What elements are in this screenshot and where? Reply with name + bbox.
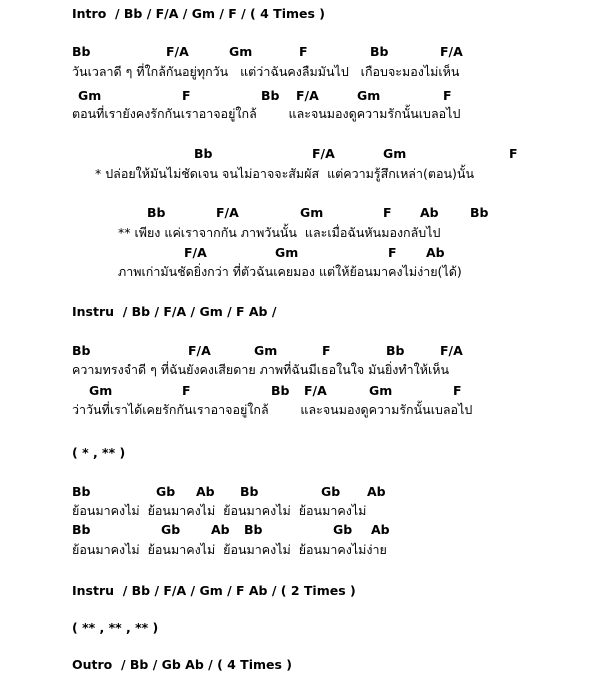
lyric-line: ภาพเก่ามันชัดยิ่งกว่า ที่ตัวฉันเคยมอง แต่ให้ย้อนมาคงไม่ง่าย(ได้) — [118, 264, 462, 279]
repeat-marker: ( ** , ** , ** ) — [72, 620, 159, 635]
chord: Ab — [371, 522, 390, 537]
chord: F — [383, 205, 392, 220]
chord: Bb — [244, 522, 263, 537]
chord: Bb — [271, 383, 290, 398]
repeat-marker: ( * , ** ) — [72, 445, 126, 460]
lyric-line: วันเวลาดี ๆ ที่ใกล้กันอยู่ทุกวัน แต่ว่าฉันคงลืมมันไป เกือบจะมองไม่เห็น — [72, 64, 460, 79]
chord: Gm — [369, 383, 393, 398]
lyric-line: ย้อนมาคงไม่ ย้อนมาคงไม่ ย้อนมาคงไม่ ย้อนมาคงไม่ — [72, 503, 367, 518]
instrumental-line: Instru / Bb / F/A / Gm / F Ab / — [72, 304, 277, 319]
chord: Bb — [386, 343, 405, 358]
chord: F — [182, 88, 191, 103]
instrumental-line: Instru / Bb / F/A / Gm / F Ab / ( 2 Times ) — [72, 583, 356, 598]
chord: Gb — [333, 522, 353, 537]
lyric-line: ตอนที่เรายังคงรักกันเราอาจอยู่ใกล้ และจนมองดูความรักนั้นเบลอไป — [72, 106, 461, 121]
chord: F/A — [440, 44, 463, 59]
chord: F/A — [312, 146, 335, 161]
chord: Gm — [383, 146, 407, 161]
chord: Gm — [357, 88, 381, 103]
lyric-line: ** เพียง แค่เราจากกัน ภาพวันนั้น และเมื่อฉันหันมองกลับไป — [118, 225, 441, 240]
chord: Gm — [275, 245, 299, 260]
chord: Bb — [261, 88, 280, 103]
chord: Ab — [211, 522, 230, 537]
chord: Gb — [161, 522, 181, 537]
chord: Gm — [89, 383, 113, 398]
chord: Bb — [240, 484, 259, 499]
chord: F — [299, 44, 308, 59]
chord: Bb — [72, 343, 91, 358]
chord: Bb — [147, 205, 166, 220]
chord: Bb — [194, 146, 213, 161]
chord: F/A — [296, 88, 319, 103]
chord: F — [182, 383, 191, 398]
chord: Ab — [196, 484, 215, 499]
chord: Gb — [321, 484, 341, 499]
lyric-line: ย้อนมาคงไม่ ย้อนมาคงไม่ ย้อนมาคงไม่ ย้อนมาคงไม่ง่าย — [72, 542, 387, 557]
chord: F — [443, 88, 452, 103]
lyric-line: ความทรงจำดี ๆ ที่ฉันยังคงเสียดาย ภาพที่ฉันมีเธอในใจ มันยิ่งทำให้เห็น — [72, 362, 450, 377]
lyric-line: ว่าวันที่เราได้เคยรักกันเราอาจอยู่ใกล้ และจนมองดูความรักนั้นเบลอไป — [72, 402, 473, 417]
chord: Gm — [254, 343, 278, 358]
chord: Ab — [367, 484, 386, 499]
chord: F/A — [184, 245, 207, 260]
lyric-line: * ปล่อยให้มันไม่ชัดเจน จนไม่อาจจะสัมผัส แต่ความรู้สึกเหล่า(ตอน)นั้น — [95, 166, 475, 181]
chord: F/A — [304, 383, 327, 398]
chord: F — [509, 146, 518, 161]
chord: Gm — [229, 44, 253, 59]
chord: Bb — [470, 205, 489, 220]
chord: Bb — [72, 484, 91, 499]
chord: F/A — [216, 205, 239, 220]
chord: Gm — [300, 205, 324, 220]
chord: Ab — [426, 245, 445, 260]
intro-line: Intro / Bb / F/A / Gm / F / ( 4 Times ) — [72, 6, 325, 21]
chord: F/A — [166, 44, 189, 59]
chord: Bb — [370, 44, 389, 59]
chord: Bb — [72, 522, 91, 537]
chord: Gb — [156, 484, 176, 499]
chord: F/A — [440, 343, 463, 358]
chord: F — [388, 245, 397, 260]
chord: Bb — [72, 44, 91, 59]
chord: Gm — [78, 88, 102, 103]
chord: F — [322, 343, 331, 358]
chord: F — [453, 383, 462, 398]
chord: Ab — [420, 205, 439, 220]
outro-line: Outro / Bb / Gb Ab / ( 4 Times ) — [72, 657, 293, 672]
chord: F/A — [188, 343, 211, 358]
